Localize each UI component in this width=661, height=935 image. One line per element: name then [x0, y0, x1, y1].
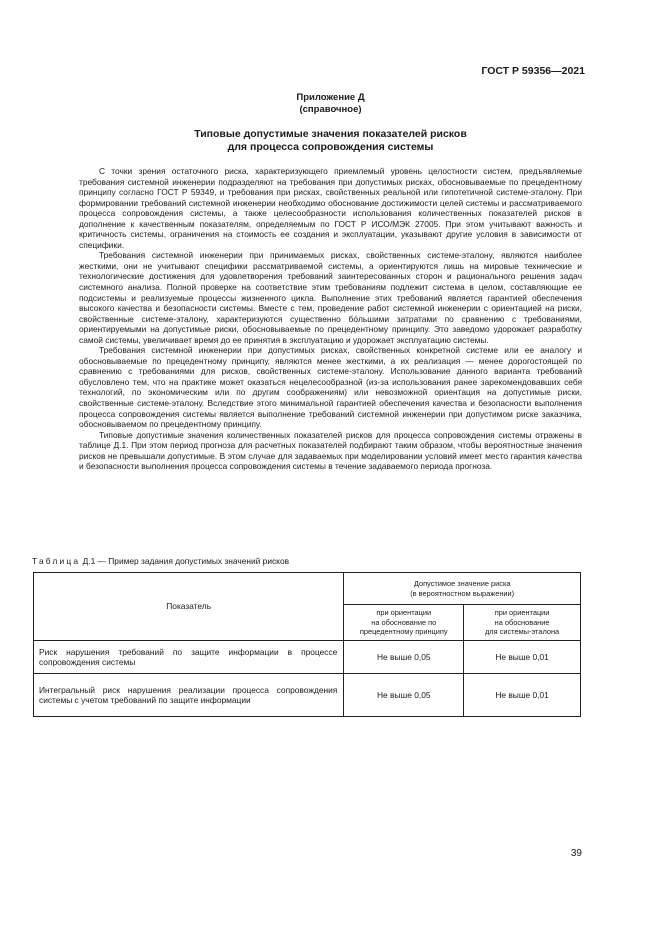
header-precedent-line: прецедентному принципу [359, 627, 448, 637]
table-caption-word: Таблица [32, 556, 81, 566]
risk-table [33, 572, 581, 717]
row-reference-value: Не выше 0,01 [464, 641, 581, 674]
header-permissible-risk [344, 573, 581, 605]
header-reference-line: на обоснование [494, 617, 550, 627]
header-group-line-2: (в вероятностном выражении) [410, 588, 515, 598]
header-precedent-line: на обоснование по [371, 617, 437, 627]
table-row [34, 641, 581, 674]
title-line-2: для процесса сопровождения системы [227, 141, 434, 153]
standard-designation: ГОСТ Р 59356—2021 [481, 65, 585, 77]
table-caption [32, 556, 289, 566]
row-reference-value: Не выше 0,01 [464, 674, 581, 717]
paragraph: Требования системной инженерии при принимаемых рисках, свойственных системе-эталону, являются наиболее жесткими, они не учитывают специфики рассматриваемой системы, а ориентируются лишь на мировые технические и технологические достижения для удовлетворения требований заинтересованных сторон и рационального решения задач системного анализа. Полной проверке на соответствие этим требованиям подлежит система в целом, составляющие ее подсистемы и реализуемые процессы жизненного цикла. Выполнение этих требований является гарантией обеспечения высокого качества и безопасности системы. Вместе с тем, проведение работ системной инженерии с ориентацией на риски, свойственные системе-эталону, характеризуются существенно бо́льшими затратами по сравнению с требованиями, ориентируемыми на допустимые риски, обосновываемые по прецедентному принципу. Это заведомо удорожает разработку самой системы, увеличивает время до ее принятия в эксплуатацию и удорожает эксплуатацию системы. [79, 250, 582, 345]
page-number: 39 [570, 848, 582, 859]
header-reference-line: для системы-эталона [484, 627, 560, 637]
appendix-heading [0, 92, 661, 116]
paragraph: Типовые допустимые значения количественных показателей рисков для процесса сопровождения системы отражены в таблице Д.1. При этом период прогноза для расчетных показателей подбирают таким образом, чтобы вероятностные значения рисков не превышали допустимые. В этом случае для задаваемых при моделировании условий имеет место гарантия качества и безопасности выполнения процесса сопровождения системы в течение задаваемого периода прогноза. [79, 429, 582, 472]
row-indicator: Интегральный риск нарушения реализации процесса сопровождения системы с учетом требований по защите информации [34, 674, 344, 717]
appendix-note: (справочное) [299, 104, 362, 115]
appendix-label: Приложение Д [296, 92, 365, 103]
table-caption-text: Д.1 — Пример задания допустимых значений рисков [80, 556, 290, 566]
row-indicator: Риск нарушения требований по защите информации в процессе сопровождения системы [34, 641, 344, 674]
body-text [79, 166, 582, 472]
paragraph: С точки зрения остаточного риска, характеризующего приемлемый уровень целостности систем, предъявляемые требования системной инженерии подразделяют на требования при допустимых рисках, обосновываемые по прецедентному принципу согласно ГОСТ Р 59349, и требования при рисках, свойственных реальной или гипотетичной системе-эталону. При формировании требований системной инженерии необходимо обоснование достижимости целей системы и расcматриваемого процесса сопровождения системы, а также целесообразности использования количественных показателей рисков в дополнение к качественным показателям, определяемым по ГОСТ Р ИСО/МЭК 27005. При этом учитывают важность и критичность системы, ограничения на стоимость ее создания и эксплуатации, указывают другие условия в зависимости от специфики. [79, 166, 582, 250]
row-precedent-value: Не выше 0,05 [344, 641, 464, 674]
header-reference-line: при ориентации [494, 608, 550, 618]
header-precedent-line: при ориентации [376, 608, 432, 618]
header-reference [464, 605, 581, 641]
page-title [0, 128, 661, 154]
header-precedent [344, 605, 464, 641]
paragraph: Требования системной инженерии при допустимых рисках, свойственных конкретной системе или ее аналогу и обосновываемые по прецедентному принципу, являются менее жесткими, а их реализация — менее дорогостоящей по сравнению с требованиями для рисков, свойственных системе-эталону. Использование данного варианта требований обусловлено тем, что на практике может оказаться нецелесообразной (из-за использования ранее зарекомендовавших себя технологий, по экономическим или по другим соображениям) или невозможной ориентация на допустимые риски, свойственные системе-эталону. Вследствие этого минимальной гарантией обеспечения качества и безопасности выполнения процесса сопровождения системы является выполнение требований системной инженерии при допустимом риске заказчика, обосновываемом по прецедентному принципу. [79, 345, 582, 430]
table-row [34, 674, 581, 717]
title-line-1: Типовые допустимые значения показателей рисков [194, 128, 467, 140]
header-indicator: Показатель [34, 573, 344, 641]
row-precedent-value: Не выше 0,05 [344, 674, 464, 717]
header-group-line-1: Допустимое значение риска [413, 578, 511, 588]
